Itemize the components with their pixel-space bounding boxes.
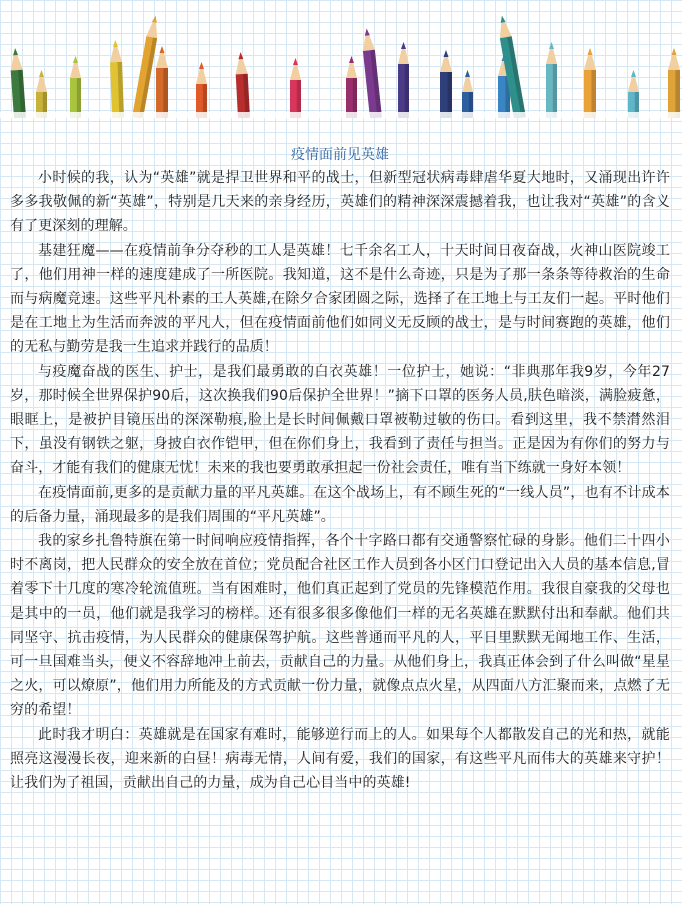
paragraph-6: 此时我才明白：英雄就是在国家有难时，能够逆行而上的人。如果每个人都散发自己的光和热，就能照亮这漫漫长夜，迎来新的白昼！病毒无情，人间有爱，我们的国家，有这些平凡而伟大的英雄来守护！让我们为了祖国，贡献出自己的力量，成为自己心目当中的英雄! [10, 726, 670, 792]
banner-fade [0, 112, 682, 118]
pencil-7 [196, 62, 207, 118]
pencil-2 [36, 70, 47, 118]
pencil-4 [109, 40, 124, 118]
pencil-6 [156, 46, 168, 118]
paragraph-4: 在疫情面前,更多的是贡献力量的平凡英雄。在这个战场上，有不顾生死的“一线人员”，也有不计成本的后备力量，涌现最多的是我们周围的“平凡英雄”。 [10, 484, 670, 525]
pencil-13 [440, 50, 452, 118]
pencil-18 [584, 48, 596, 118]
pencil-3 [70, 56, 81, 118]
article-title: 疫情面前见英雄 [291, 147, 389, 163]
paragraph-3: 与疫魔奋战的医生、护士，是我们最勇敢的白衣英雄！一位护士，她说：“非典那年我9岁，今年27岁，那时候全世界保护90后，这次换我们90后保护全世界！”摘下口罩的医务人员,肤色暗淡，满脸疲惫，眼眶上，是被护目镜压出的深深勒痕,脸上是长时间佩戴口罩被勒过敏的伤口。看到这里，我不禁潸然泪下，虽没有钢铁之躯，身披白衣作铠甲，但在你们身上，我看到了责任与担当。正是因为有你们的努力与奋斗，才能有我们的健康无忧！未来的我也要勇敢承担起一份社会责任，唯有当下练就一身好本领！ [10, 363, 670, 477]
pencil-1 [9, 48, 26, 118]
pencil-14 [462, 70, 473, 118]
pencil-10 [346, 56, 357, 118]
pencil-17 [546, 42, 557, 118]
pencil-20 [668, 48, 680, 118]
paragraph-5: 我的家乡扎鲁特旗在第一时间响应疫情指挥，各个十字路口都有交通警察忙碌的身影。他们二十四小时不离岗，把人民群众的安全放在首位；党员配合社区工作人员到各小区门口登记出入人员的基本信息,冒着零下十几度的寒冷轮流值班。当有困难时，他们真正起到了党员的先锋模范作用。我很自豪我的父母也是其中的一员，他们就是我学习的榜样。还有很多很多像他们一样的无名英雄在默默付出和奉献。他们共同坚守、抗击疫情，为人民群众的健康保驾护航。这些普通而平凡的人，平日里默默无闻地工作、生活，可一旦国难当头，便义不容辞地冲上前去，贡献自己的力量。从他们身上，我真正体会到了什么叫做“星星之火，可以燎原”，他们用力所能及的方式贡献一份力量，就像点点火星，从四面八方汇聚而来，点燃了无穷的希望！ [10, 533, 670, 719]
paragraph-1: 小时候的我，认为“英雄”就是捍卫世界和平的战士，但新型冠状病毒肆虐华夏大地时，又涌现出许许多多我敬佩的新“英雄”，特别是几天来的亲身经历，英雄们的精神深深震撼着我，也让我对“英雄”的含义有了更深刻的理解。 [10, 170, 670, 235]
pencil-11 [361, 28, 382, 118]
pencil-19 [628, 70, 639, 118]
pencil-illustration [0, 0, 682, 118]
pencil-9 [290, 58, 301, 118]
pencil-banner [0, 0, 682, 118]
pencil-8 [235, 52, 250, 118]
paragraph-2: 基建狂魔——在疫情前争分夺秒的工人是英雄！七千余名工人，十天时间日夜奋战，火神山医院竣工了，他们用神一样的速度建成了一所医院。我知道，这不是什么奇迹，只是为了那一条条等待救治的生命而与病魔竞速。这些平凡朴素的工人英雄,在除夕合家团圆之际，选择了在工地上与工友们一起。平时他们是在工地上为生活而奔波的平凡人，但在疫情面前他们如同义无反顾的战士，是与时间赛跑的英雄，他们的无私与勤劳是我一生追求并践行的品质！ [10, 242, 670, 356]
pencil-12 [398, 42, 409, 118]
article [10, 146, 670, 795]
